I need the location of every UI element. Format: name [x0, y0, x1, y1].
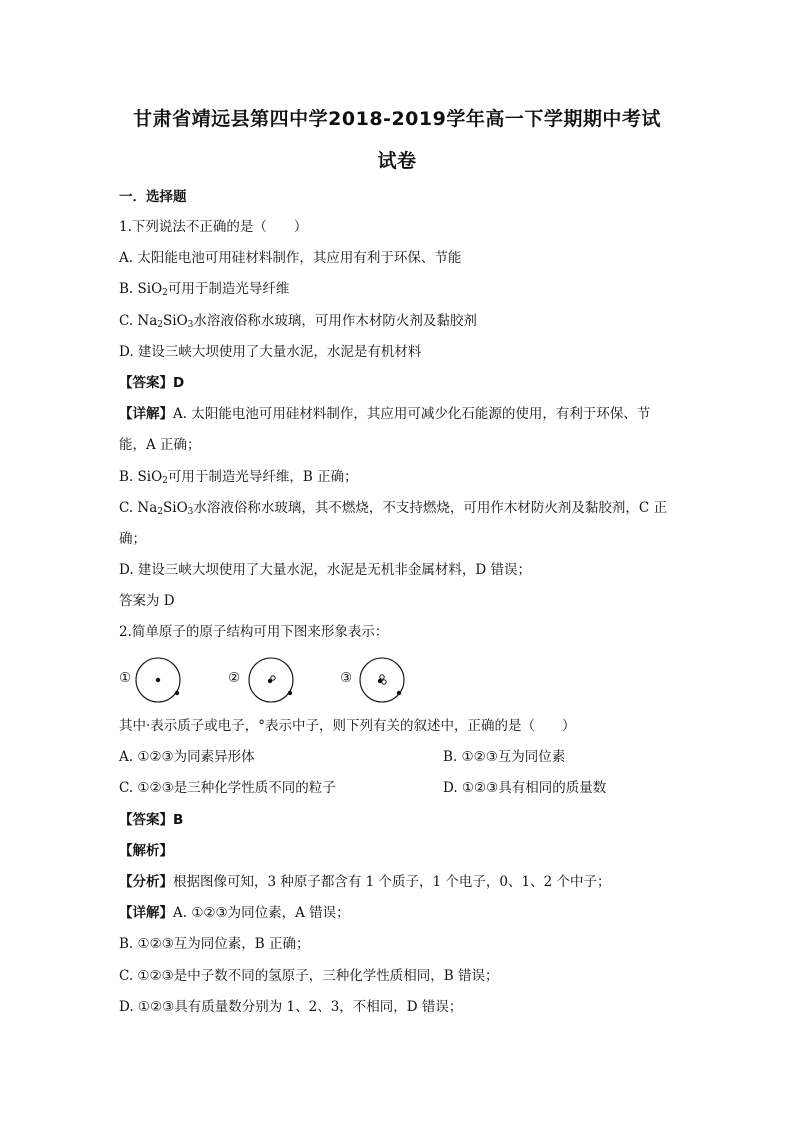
q2-analysis-heading: 【解析】	[119, 843, 173, 859]
q2-option-d: D. ①②③具有相同的质量数	[443, 780, 607, 796]
atom-2-icon	[244, 655, 304, 707]
q2-description: 其中·表示质子或电子，°表示中子，则下列有关的叙述中，正确的是（ ）	[119, 718, 576, 734]
atom-diagram-2: ②	[228, 655, 308, 705]
q2-detail-b: B. ①②③互为同位素，B 正确；	[119, 936, 310, 952]
q1-stem: 1.下列说法不正确的是（ ）	[119, 219, 308, 235]
q1-option-b: B. SiO$_2$可用于制造光导纤维	[119, 281, 290, 298]
q1-detail-c-line2: 确；	[119, 531, 146, 547]
q1-detail-a-line2: 能，A 正确；	[119, 437, 201, 453]
q1-detail-c-line1: C. $Na_2SiO_3$水溶液俗称水玻璃，其不燃烧，不支持燃烧，可用作木材防火剂及黏胶剂，C 正	[119, 500, 668, 517]
section-heading: 一．选择题	[119, 189, 187, 205]
q1-option-a: A. 太阳能电池可用硅材料制作，其应用有利于环保、节能	[119, 250, 462, 266]
q2-answer: 【答案】B	[119, 812, 184, 828]
q2-detail-a: 【详解】A. ①②③为同位素，A 错误；	[119, 905, 350, 921]
q1-option-d: D. 建设三峡大坝使用了大量水泥，水泥是有机材料	[119, 344, 422, 360]
atom-diagram-1: ①	[119, 655, 199, 705]
q2-detail-d: D. ①②③具有质量数分别为 1、2、3，不相同，D 错误；	[119, 999, 463, 1015]
q1-option-c: C. $Na_2SiO_3$水溶液俗称水玻璃，可用作木材防火剂及黏胶剂	[119, 313, 477, 330]
q2-fenxi: 【分析】根据图像可知，3 种原子都含有 1 个质子，1 个电子，0、1、2 个中子；	[119, 874, 611, 890]
q1-answer: 【答案】D	[119, 375, 185, 391]
q1-detail-d: D. 建设三峡大坝使用了大量水泥，水泥是无机非金属材料，D 错误；	[119, 562, 532, 578]
atom-diagram-3: ③	[340, 655, 420, 705]
atom-3-icon	[356, 655, 416, 707]
atom-1-icon	[135, 655, 195, 707]
document-title-line1: 甘肃省靖远县第四中学2018-2019学年高一下学期期中考试	[133, 108, 661, 130]
q2-detail-c: C. ①②③是中子数不同的氢原子，三种化学性质相同，B 错误；	[119, 968, 499, 984]
q2-option-b: B. ①②③互为同位素	[443, 749, 566, 765]
q2-option-a: A. ①②③为同素异形体	[119, 749, 255, 765]
q2-stem: 2.简单原子的原子结构可用下图来形象表示：	[119, 624, 389, 640]
document-title-line2: 试卷	[377, 150, 417, 172]
q2-option-c: C. ①②③是三种化学性质不同的粒子	[119, 780, 336, 796]
q1-detail-b: B. SiO$_2$可用于制造光导纤维，B 正确；	[119, 469, 358, 486]
q1-detail-a-line1: 【详解】A. 太阳能电池可用硅材料制作，其应用可减少化石能源的使用，有利于环保、节	[119, 406, 651, 422]
q1-final-answer: 答案为 D	[119, 593, 175, 609]
